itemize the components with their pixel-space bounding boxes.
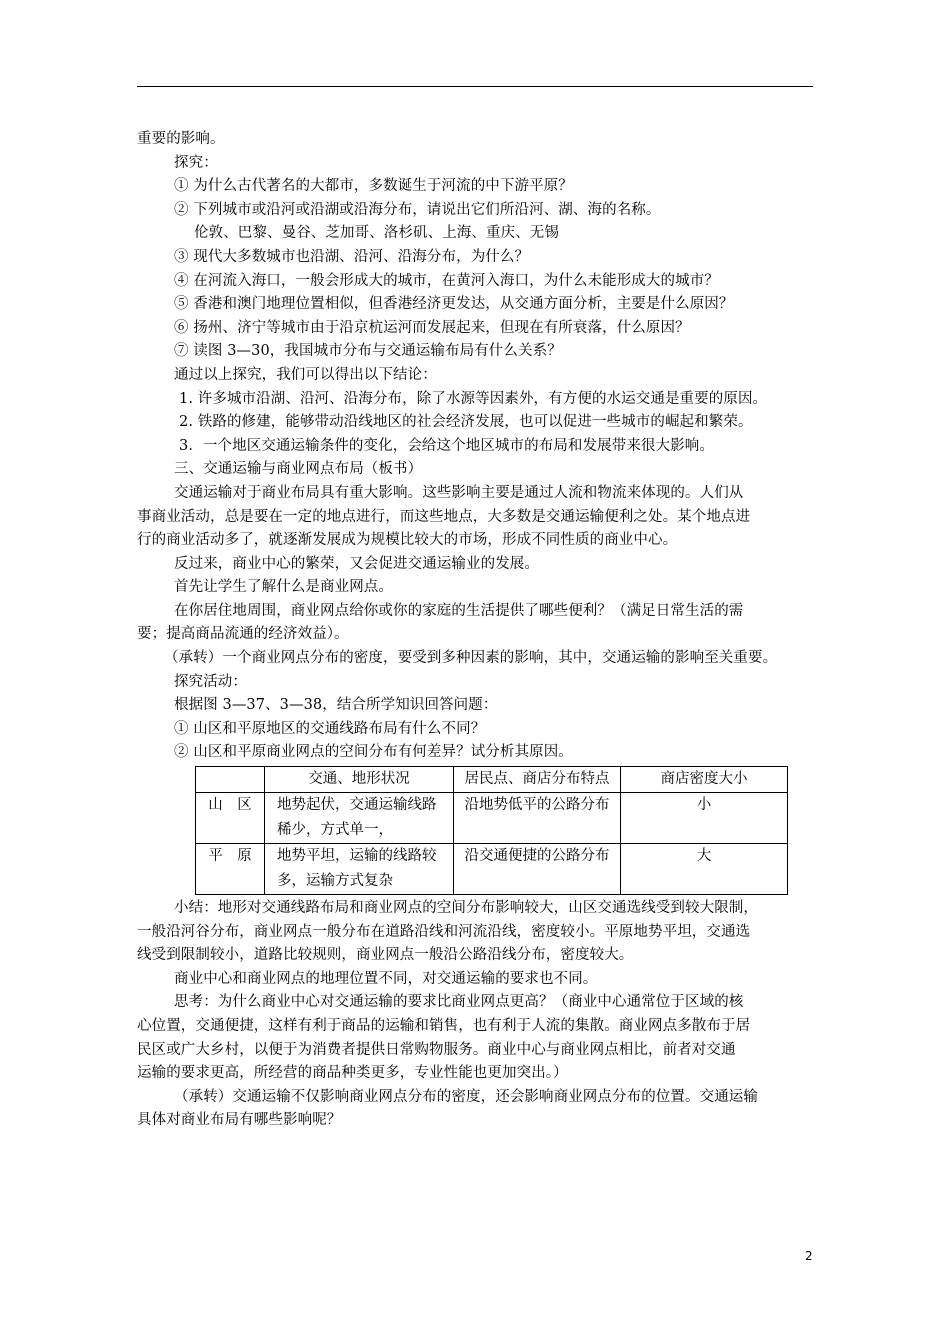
- text-line: ① 山区和平原地区的交通线路布局有什么不同？: [174, 720, 486, 737]
- text-line: ③ 现代大多数城市也沿湖、沿河、沿海分布，为什么？: [174, 248, 530, 265]
- text-line: 具体对商业布局有哪些影响呢？: [137, 1112, 342, 1129]
- text-line: 心位置，交通便捷，这样有利于商品的运输和销售，也有利于人流的集散。商业网点多散布于居: [137, 1018, 751, 1034]
- text-line: 伦敦、巴黎、曼谷、芝加哥、洛杉矶、上海、重庆、无锡: [194, 225, 559, 242]
- text-line: 交通运输对于商业布局具有重大影响。这些影响主要是通过人流和物流来体现的。人们从: [174, 484, 744, 501]
- text-line: 事商业活动，总是要在一定的地点进行，而这些地点，大多数是交通运输便利之处。某个地点进: [137, 508, 751, 525]
- header-rule: [137, 86, 813, 87]
- text-line: ⑤ 香港和澳门地理位置相似，但香港经济更发达，从交通方面分析，主要是什么原因？: [174, 296, 734, 313]
- page-number: 2: [805, 1249, 813, 1263]
- table-cell: 地势起伏，交通运输线路稀少，方式单一，: [265, 793, 454, 844]
- text-line: 一般沿河谷分布，商业网点一般分布在道路沿线和河流沿线，密度较小。平原地势平坦，交通选: [137, 923, 751, 940]
- text-line: ② 下列城市或沿河或沿湖或沿海分布，请说出它们所沿河、湖、海的名称。: [174, 201, 661, 218]
- text-line: 商业中心和商业网点的地理位置不同，对交通运输的要求也不同。: [174, 970, 598, 987]
- text-line: 要；提高商品流通的经济效益）。: [137, 626, 349, 643]
- text-line: （承转）交通运输不仅影响商业网点分布的密度，还会影响商业网点分布的位置。交通运输: [174, 1088, 758, 1105]
- table-cell: 地势平坦，运输的线路较多，运输方式复杂: [265, 844, 454, 895]
- table-cell: 山 区: [196, 793, 265, 844]
- comparison-table: [195, 766, 788, 895]
- text-line: 2. 铁路的修建，能够带动沿线地区的社会经济发展，也可以促进一些城市的崛起和繁荣。: [179, 414, 753, 431]
- table-header-row: [196, 767, 788, 793]
- text-line: ② 山区和平原商业网点的空间分布有何差异？试分析其原因。: [174, 744, 573, 761]
- text-line: 行的商业活动多了，就逐渐发展成为规模比较大的市场，形成不同性质的商业中心。: [137, 532, 678, 549]
- text-line: 三、交通运输与商业网点布局（板书）: [174, 461, 423, 478]
- table-header-cell: 商店密度大小: [621, 767, 788, 793]
- body-text-bottom: [137, 897, 822, 1133]
- text-line: 根据图 3—37、3—38，结合所学知识回答问题：: [174, 697, 498, 714]
- table-cell: 沿交通便捷的公路分布: [454, 844, 621, 895]
- text-line: 3．一个地区交通运输条件的变化，会给这个地区城市的布局和发展带来很大影响。: [179, 437, 714, 454]
- text-line: 线受到限制较小，道路比较规则，商业网点一般沿公路沿线分布，密度较大。: [137, 947, 634, 964]
- document-body: [137, 128, 822, 1133]
- text-line: 民区或广大乡村，以便于为消费者提供日常购物服务。商业中心与商业网点相比，前者对交通: [137, 1041, 736, 1058]
- text-line: 小结：地形对交通线路布局和商业网点的空间分布影响较大，山区交通选线受到较大限制，: [174, 900, 758, 917]
- text-line: 通过以上探究，我们可以得出以下结论：: [174, 366, 437, 383]
- text-line: （承转）一个商业网点分布的密度，要受到多种因素的影响，其中，交通运输的影响至关重要。: [164, 650, 778, 667]
- text-line: 在你居住地周围，商业网点给你或你的家庭的生活提供了哪些便利？（满足日常生活的需: [174, 602, 744, 619]
- text-line: ④ 在河流入海口，一般会形成大的城市，在黄河入海口，为什么未能形成大的城市？: [174, 272, 719, 289]
- table-cell: 大: [621, 844, 788, 895]
- text-line: ⑥ 扬州、济宁等城市由于沿京杭运河而发展起来，但现在有所衰落，什么原因？: [174, 319, 690, 336]
- text-line: 首先让学生了解什么是商业网点。: [174, 579, 393, 596]
- table-header-cell: 交通、地形状况: [265, 767, 454, 793]
- text-line: 1. 许多城市沿湖、沿河、沿海分布，除了水源等因素外，有方便的水运交通是重要的原因。: [179, 390, 768, 407]
- text-line: 思考：为什么商业中心对交通运输的要求比商业网点更高？（商业中心通常位于区域的核: [174, 994, 744, 1011]
- table-cell: 平 原: [196, 844, 265, 895]
- text-line: 重要的影响。: [137, 131, 225, 147]
- text-line: 反过来，商业中心的繁荣，又会促进交通运输业的发展。: [174, 555, 539, 572]
- text-line: ① 为什么古代著名的大都市，多数诞生于河流的中下游平原？: [174, 178, 573, 195]
- table-cell: 沿地势低平的公路分布: [454, 793, 621, 844]
- table-header-cell: 居民点、商店分布特点: [454, 767, 621, 793]
- body-text-top: [137, 128, 822, 765]
- text-line: ⑦ 读图 3—30，我国城市分布与交通运输布局有什么关系？: [174, 343, 562, 360]
- table-header-cell: [196, 767, 265, 793]
- table-row: [196, 793, 788, 844]
- text-line: 探究：: [174, 154, 218, 171]
- table-row: [196, 844, 788, 895]
- text-line: 运输的要求更高，所经营的商品种类更多，专业性能也更加突出。）: [137, 1065, 568, 1082]
- table-cell: 小: [621, 793, 788, 844]
- text-line: 探究活动：: [174, 673, 247, 690]
